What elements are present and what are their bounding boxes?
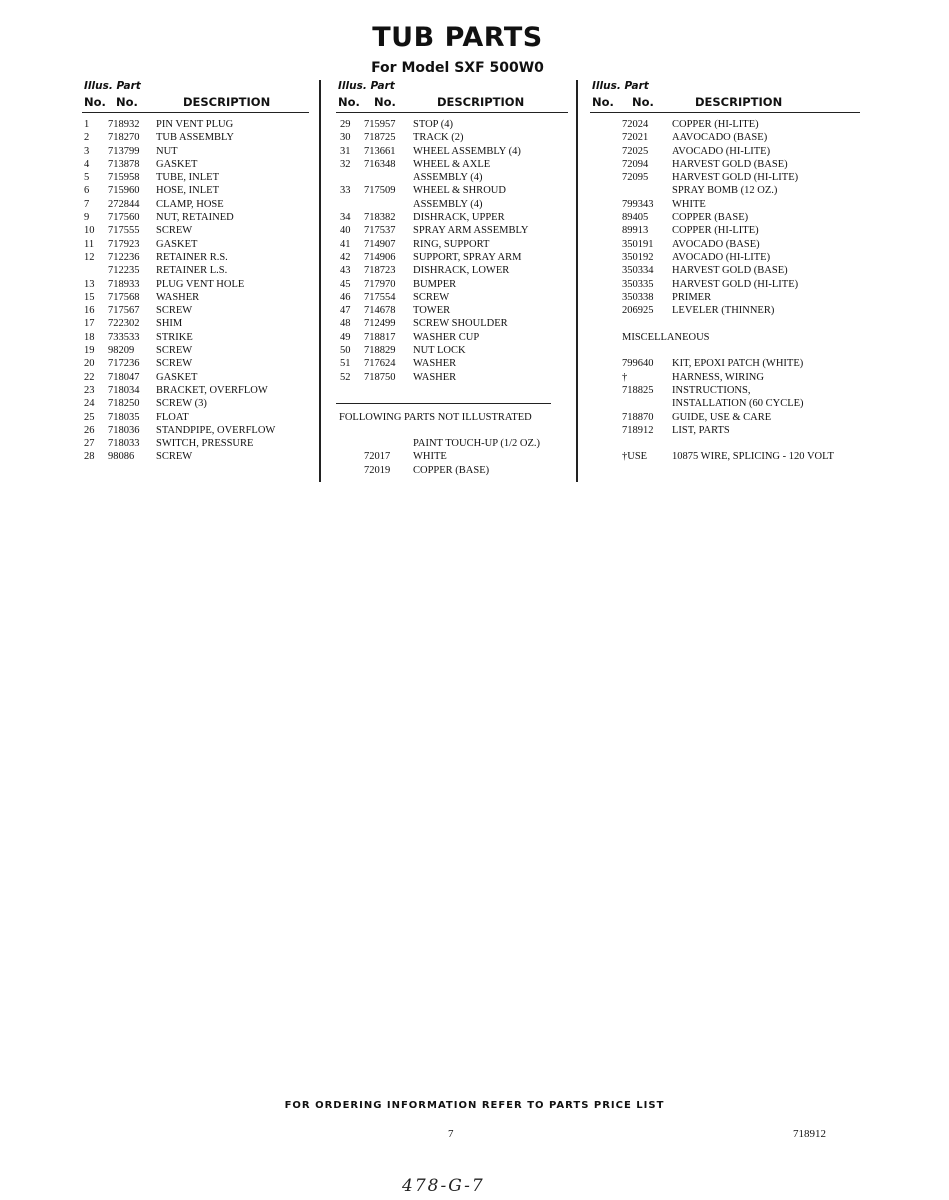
part-description: WHEEL & AXLE [413, 158, 491, 170]
part-description: TUB ASSEMBLY [156, 132, 235, 144]
part-number: 718870 [622, 411, 654, 423]
part-description: SPRAY ARM ASSEMBLY [413, 225, 529, 237]
part-number: 722302 [108, 318, 140, 330]
part-number: 733533 [108, 331, 140, 343]
illus-number: 32 [340, 158, 351, 170]
table-row [336, 251, 568, 264]
table-row [336, 264, 568, 277]
part-number: 350335 [622, 278, 654, 290]
not-illustrated-note: FOLLOWING PARTS NOT ILLUSTRATED [339, 411, 532, 423]
part-number: † [622, 371, 628, 383]
part-number: 718033 [108, 438, 140, 450]
part-description: HOSE, INLET [156, 185, 219, 197]
table-row [336, 344, 568, 357]
page-number: 7 [448, 1128, 454, 1140]
part-number: 718036 [108, 424, 140, 436]
table-row [590, 131, 860, 144]
part-number: 72017 [364, 451, 391, 463]
table-row [82, 317, 309, 330]
parts-list [336, 118, 568, 477]
miscellaneous-heading: MISCELLANEOUS [622, 331, 710, 343]
illus-number: 47 [340, 305, 351, 317]
header-part-no: No. [116, 95, 138, 109]
illus-number: 5 [84, 172, 90, 184]
part-description: HARNESS, WIRING [672, 371, 764, 383]
part-number: 272844 [108, 198, 140, 210]
part-description: SWITCH, PRESSURE [156, 438, 254, 450]
part-description: AAVOCADO (BASE) [672, 132, 768, 144]
table-row [336, 198, 568, 211]
part-number: 718723 [364, 265, 396, 277]
part-description: 10875 WIRE, SPLICING - 120 VOLT [672, 451, 834, 463]
part-description: PLUG VENT HOLE [156, 278, 245, 290]
part-number: 717624 [364, 358, 396, 370]
part-description: WASHER CUP [413, 331, 480, 343]
part-number: 715960 [108, 185, 140, 197]
part-description: SCREW [156, 358, 193, 370]
part-number: 712236 [108, 251, 140, 263]
model-subtitle: For Model SXF 500W0 [371, 60, 544, 76]
part-description: BRACKET, OVERFLOW [156, 384, 268, 396]
part-description: INSTALLATION (60 CYCLE) [672, 398, 804, 410]
table-row [336, 238, 568, 251]
illus-number: 18 [84, 331, 95, 343]
parts-list [590, 118, 860, 464]
header-description: DESCRIPTION [437, 95, 525, 109]
illus-number: 2 [84, 132, 90, 144]
illus-number: 9 [84, 212, 90, 224]
table-row [336, 371, 568, 384]
illus-number: 51 [340, 358, 351, 370]
illus-number: 11 [84, 238, 95, 250]
table-row [590, 278, 860, 291]
part-number: 718912 [622, 424, 654, 436]
illus-number: 45 [340, 278, 351, 290]
part-number: 72094 [622, 158, 649, 170]
part-description: SCREW [156, 345, 193, 357]
header-description: DESCRIPTION [183, 95, 271, 109]
table-row [590, 145, 860, 158]
part-number: 72019 [364, 464, 391, 476]
illus-number: 46 [340, 291, 351, 303]
illus-number: 3 [84, 145, 90, 157]
part-number: 717568 [108, 291, 140, 303]
part-number: 799640 [622, 358, 654, 370]
header-part-no: No. [374, 95, 396, 109]
part-number: 716348 [364, 158, 396, 170]
part-description: HARVEST GOLD (BASE) [672, 158, 788, 170]
part-description: SCREW [156, 225, 193, 237]
part-description: TOWER [413, 305, 451, 317]
part-number: 718829 [364, 345, 396, 357]
table-row [336, 224, 568, 237]
part-number: 98086 [108, 451, 135, 463]
column-header [82, 78, 309, 113]
page-title: TUB PARTS [372, 22, 543, 53]
part-number: 718382 [364, 212, 396, 224]
table-row [82, 184, 309, 197]
part-description: PRIMER [672, 291, 712, 303]
part-description: LIST, PARTS [672, 424, 730, 436]
part-number: 718047 [108, 371, 140, 383]
part-description: GUIDE, USE & CARE [672, 411, 772, 423]
part-description: WHITE [413, 451, 447, 463]
table-row [82, 291, 309, 304]
header-illus-part: Illus. Part [84, 80, 141, 92]
table-row [82, 224, 309, 237]
table-row [82, 411, 309, 424]
part-description: COPPER (HI-LITE) [672, 119, 759, 130]
part-description: AVOCADO (HI-LITE) [672, 145, 771, 157]
header-illus-no: No. [592, 95, 614, 109]
table-row [336, 317, 568, 330]
illus-number: 22 [84, 371, 95, 383]
part-description: AVOCADO (BASE) [672, 238, 760, 250]
part-number: 712499 [364, 318, 396, 330]
part-number: 714678 [364, 305, 396, 317]
illus-number: 7 [84, 198, 90, 210]
part-description: SPRAY BOMB (12 OZ.) [672, 185, 778, 197]
illus-number: 31 [340, 145, 351, 157]
table-row [336, 118, 568, 131]
separator-line [336, 397, 568, 410]
part-number: 98209 [108, 345, 135, 357]
table-row [82, 450, 309, 463]
part-number: 715958 [108, 172, 140, 184]
document-number: 718912 [793, 1128, 826, 1140]
table-row [336, 464, 568, 477]
part-description: ASSEMBLY (4) [413, 198, 483, 210]
ordering-info-footer: FOR ORDERING INFORMATION REFER TO PARTS PRICE LIST [284, 1100, 665, 1111]
part-description: INSTRUCTIONS, [672, 384, 751, 396]
table-row [82, 238, 309, 251]
part-number: 714906 [364, 251, 396, 263]
table-row [590, 424, 860, 437]
table-row [336, 184, 568, 197]
table-row [82, 264, 309, 277]
table-row [82, 198, 309, 211]
illus-number: 34 [340, 212, 351, 224]
handwritten-note: 478-G-7 [402, 1176, 485, 1196]
part-description: STOP (4) [413, 119, 453, 130]
parts-column-3 [590, 78, 860, 464]
part-description: DISHRACK, UPPER [413, 212, 505, 224]
table-row [336, 291, 568, 304]
part-number: 718725 [364, 132, 396, 144]
table-row [590, 171, 860, 184]
part-number: 717923 [108, 238, 140, 250]
part-number: 715957 [364, 119, 396, 130]
illus-number: 50 [340, 345, 351, 357]
column-header [590, 78, 860, 113]
part-number: 72021 [622, 132, 649, 144]
column-divider-left [319, 80, 321, 482]
table-row [590, 450, 860, 463]
table-row [590, 264, 860, 277]
table-row [590, 411, 860, 424]
part-description: BUMPER [413, 278, 457, 290]
part-description: KIT, EPOXI PATCH (WHITE) [672, 358, 804, 370]
illus-number: 13 [84, 278, 95, 290]
part-number: 718933 [108, 278, 140, 290]
part-description: HARVEST GOLD (HI-LITE) [672, 172, 799, 184]
part-description: NUT, RETAINED [156, 212, 234, 224]
part-description: SCREW [156, 451, 193, 463]
table-row [82, 397, 309, 410]
part-description: SHIM [156, 318, 183, 330]
header-illus-no: No. [84, 95, 106, 109]
table-row [82, 304, 309, 317]
table-row [590, 198, 860, 211]
part-description: RETAINER R.S. [156, 251, 228, 263]
table-row [82, 131, 309, 144]
part-number: 717509 [364, 185, 396, 197]
illus-number: 33 [340, 185, 351, 197]
part-number: 717537 [364, 225, 396, 237]
illus-number: 29 [340, 119, 351, 130]
table-row [590, 371, 860, 384]
part-number: 717555 [108, 225, 140, 237]
table-row [336, 158, 568, 171]
table-row [82, 371, 309, 384]
table-row [82, 171, 309, 184]
illus-number: 40 [340, 225, 351, 237]
table-row [336, 171, 568, 184]
part-number: 718270 [108, 132, 140, 144]
column-divider-right [576, 80, 578, 482]
part-number: 718825 [622, 384, 654, 396]
table-row [590, 118, 860, 131]
illus-number: 43 [340, 265, 351, 277]
part-number: 89913 [622, 225, 649, 237]
header-illus-no: No. [338, 95, 360, 109]
illus-number: 25 [84, 411, 95, 423]
illus-number: 26 [84, 424, 95, 436]
illus-number: 42 [340, 251, 351, 263]
part-number: 718034 [108, 384, 140, 396]
table-row [590, 304, 860, 317]
table-row [336, 437, 568, 450]
illus-number: 52 [340, 371, 351, 383]
part-description: PAINT TOUCH-UP (1/2 OZ.) [413, 438, 540, 450]
illus-number: 23 [84, 384, 95, 396]
part-number: 72024 [622, 119, 649, 130]
table-row [82, 278, 309, 291]
part-description: COPPER (BASE) [413, 464, 490, 476]
part-description: DISHRACK, LOWER [413, 265, 510, 277]
part-description: NUT [156, 145, 178, 157]
part-number: 713878 [108, 158, 140, 170]
part-description: LEVELER (THINNER) [672, 305, 775, 317]
illus-number: 20 [84, 358, 95, 370]
part-number: 717236 [108, 358, 140, 370]
part-description: NUT LOCK [413, 345, 466, 357]
illus-number: 17 [84, 318, 95, 330]
illus-number: 49 [340, 331, 351, 343]
table-row [82, 211, 309, 224]
part-description: HARVEST GOLD (HI-LITE) [672, 278, 799, 290]
illus-number: 15 [84, 291, 95, 303]
part-description: WHEEL ASSEMBLY (4) [413, 145, 521, 157]
part-description: COPPER (HI-LITE) [672, 225, 759, 237]
table-row [82, 424, 309, 437]
part-description: RETAINER L.S. [156, 265, 228, 277]
part-number: 717567 [108, 305, 140, 317]
illus-number: 12 [84, 251, 95, 263]
table-row [590, 291, 860, 304]
table-row [336, 450, 568, 463]
part-description: PIN VENT PLUG [156, 119, 234, 130]
header-description: DESCRIPTION [695, 95, 783, 109]
table-row [82, 145, 309, 158]
part-number: 72025 [622, 145, 649, 157]
part-number: 350338 [622, 291, 654, 303]
part-description: WHEEL & SHROUD [413, 185, 506, 197]
table-row [590, 397, 860, 410]
part-number: 718250 [108, 398, 140, 410]
part-description: STANDPIPE, OVERFLOW [156, 424, 276, 436]
part-number: 89405 [622, 212, 649, 224]
table-row [336, 331, 568, 344]
part-description: SCREW SHOULDER [413, 318, 508, 330]
part-number: 713799 [108, 145, 140, 157]
part-number: 72095 [622, 172, 649, 184]
part-number: 717970 [364, 278, 396, 290]
part-number: 714907 [364, 238, 396, 250]
part-number: 717554 [364, 291, 396, 303]
illus-number: 24 [84, 398, 95, 410]
part-description: ASSEMBLY (4) [413, 172, 483, 184]
part-description: GASKET [156, 371, 198, 383]
part-description: COPPER (BASE) [672, 212, 749, 224]
illus-number: 27 [84, 438, 95, 450]
table-row [336, 145, 568, 158]
part-description: WASHER [413, 371, 457, 383]
part-number: 718750 [364, 371, 396, 383]
part-description: GASKET [156, 238, 198, 250]
table-row [82, 158, 309, 171]
table-row [82, 331, 309, 344]
illus-number: 41 [340, 238, 351, 250]
table-row [590, 357, 860, 370]
part-description: TUBE, INLET [156, 172, 219, 184]
part-number: 350192 [622, 251, 654, 263]
part-description: RING, SUPPORT [413, 238, 490, 250]
table-row [336, 211, 568, 224]
illus-number: 10 [84, 225, 95, 237]
part-number: 350191 [622, 238, 654, 250]
part-description: FLOAT [156, 411, 189, 423]
part-number: 718035 [108, 411, 140, 423]
part-number: 350334 [622, 265, 654, 277]
part-number: 712235 [108, 265, 140, 277]
column-header [336, 78, 568, 113]
part-description: WASHER [413, 358, 457, 370]
part-number: 799343 [622, 198, 654, 210]
illus-number: 30 [340, 132, 351, 144]
part-description: HARVEST GOLD (BASE) [672, 265, 788, 277]
header-illus-part: Illus. Part [592, 80, 649, 92]
table-row [590, 224, 860, 237]
table-row [590, 211, 860, 224]
part-description: SCREW [413, 291, 450, 303]
illus-number: 19 [84, 345, 95, 357]
part-description: AVOCADO (HI-LITE) [672, 251, 771, 263]
table-row [82, 437, 309, 450]
illus-number: 28 [84, 451, 95, 463]
part-number: 206925 [622, 305, 654, 317]
part-description: GASKET [156, 158, 198, 170]
table-row [82, 357, 309, 370]
part-number: 718817 [364, 331, 396, 343]
table-row [590, 251, 860, 264]
illus-number: 1 [84, 119, 90, 130]
table-row [336, 304, 568, 317]
header-illus-part: Illus. Part [338, 80, 395, 92]
part-number: 713661 [364, 145, 396, 157]
illus-number: 16 [84, 305, 95, 317]
part-description: TRACK (2) [413, 132, 464, 144]
table-row [590, 184, 860, 197]
parts-column-1 [82, 78, 309, 464]
part-number: 717560 [108, 212, 140, 224]
part-description: WASHER [156, 291, 200, 303]
illus-number: 48 [340, 318, 351, 330]
table-row [82, 118, 309, 131]
part-description: WHITE [672, 198, 706, 210]
part-description: STRIKE [156, 331, 193, 343]
table-row [82, 251, 309, 264]
part-number: 718932 [108, 119, 140, 130]
table-row [590, 158, 860, 171]
part-number: †USE [622, 451, 648, 463]
table-row [590, 384, 860, 397]
table-row [590, 238, 860, 251]
part-description: SUPPORT, SPRAY ARM [413, 251, 522, 263]
illus-number: 4 [84, 158, 90, 170]
table-row [82, 384, 309, 397]
part-description: SCREW [156, 305, 193, 317]
parts-column-2 [336, 78, 568, 477]
parts-list [82, 118, 309, 464]
table-row [82, 344, 309, 357]
illus-number: 6 [84, 185, 90, 197]
table-row [336, 278, 568, 291]
table-row [336, 131, 568, 144]
table-row [336, 357, 568, 370]
header-part-no: No. [632, 95, 654, 109]
part-description: CLAMP, HOSE [156, 198, 224, 210]
part-description: SCREW (3) [156, 398, 207, 410]
